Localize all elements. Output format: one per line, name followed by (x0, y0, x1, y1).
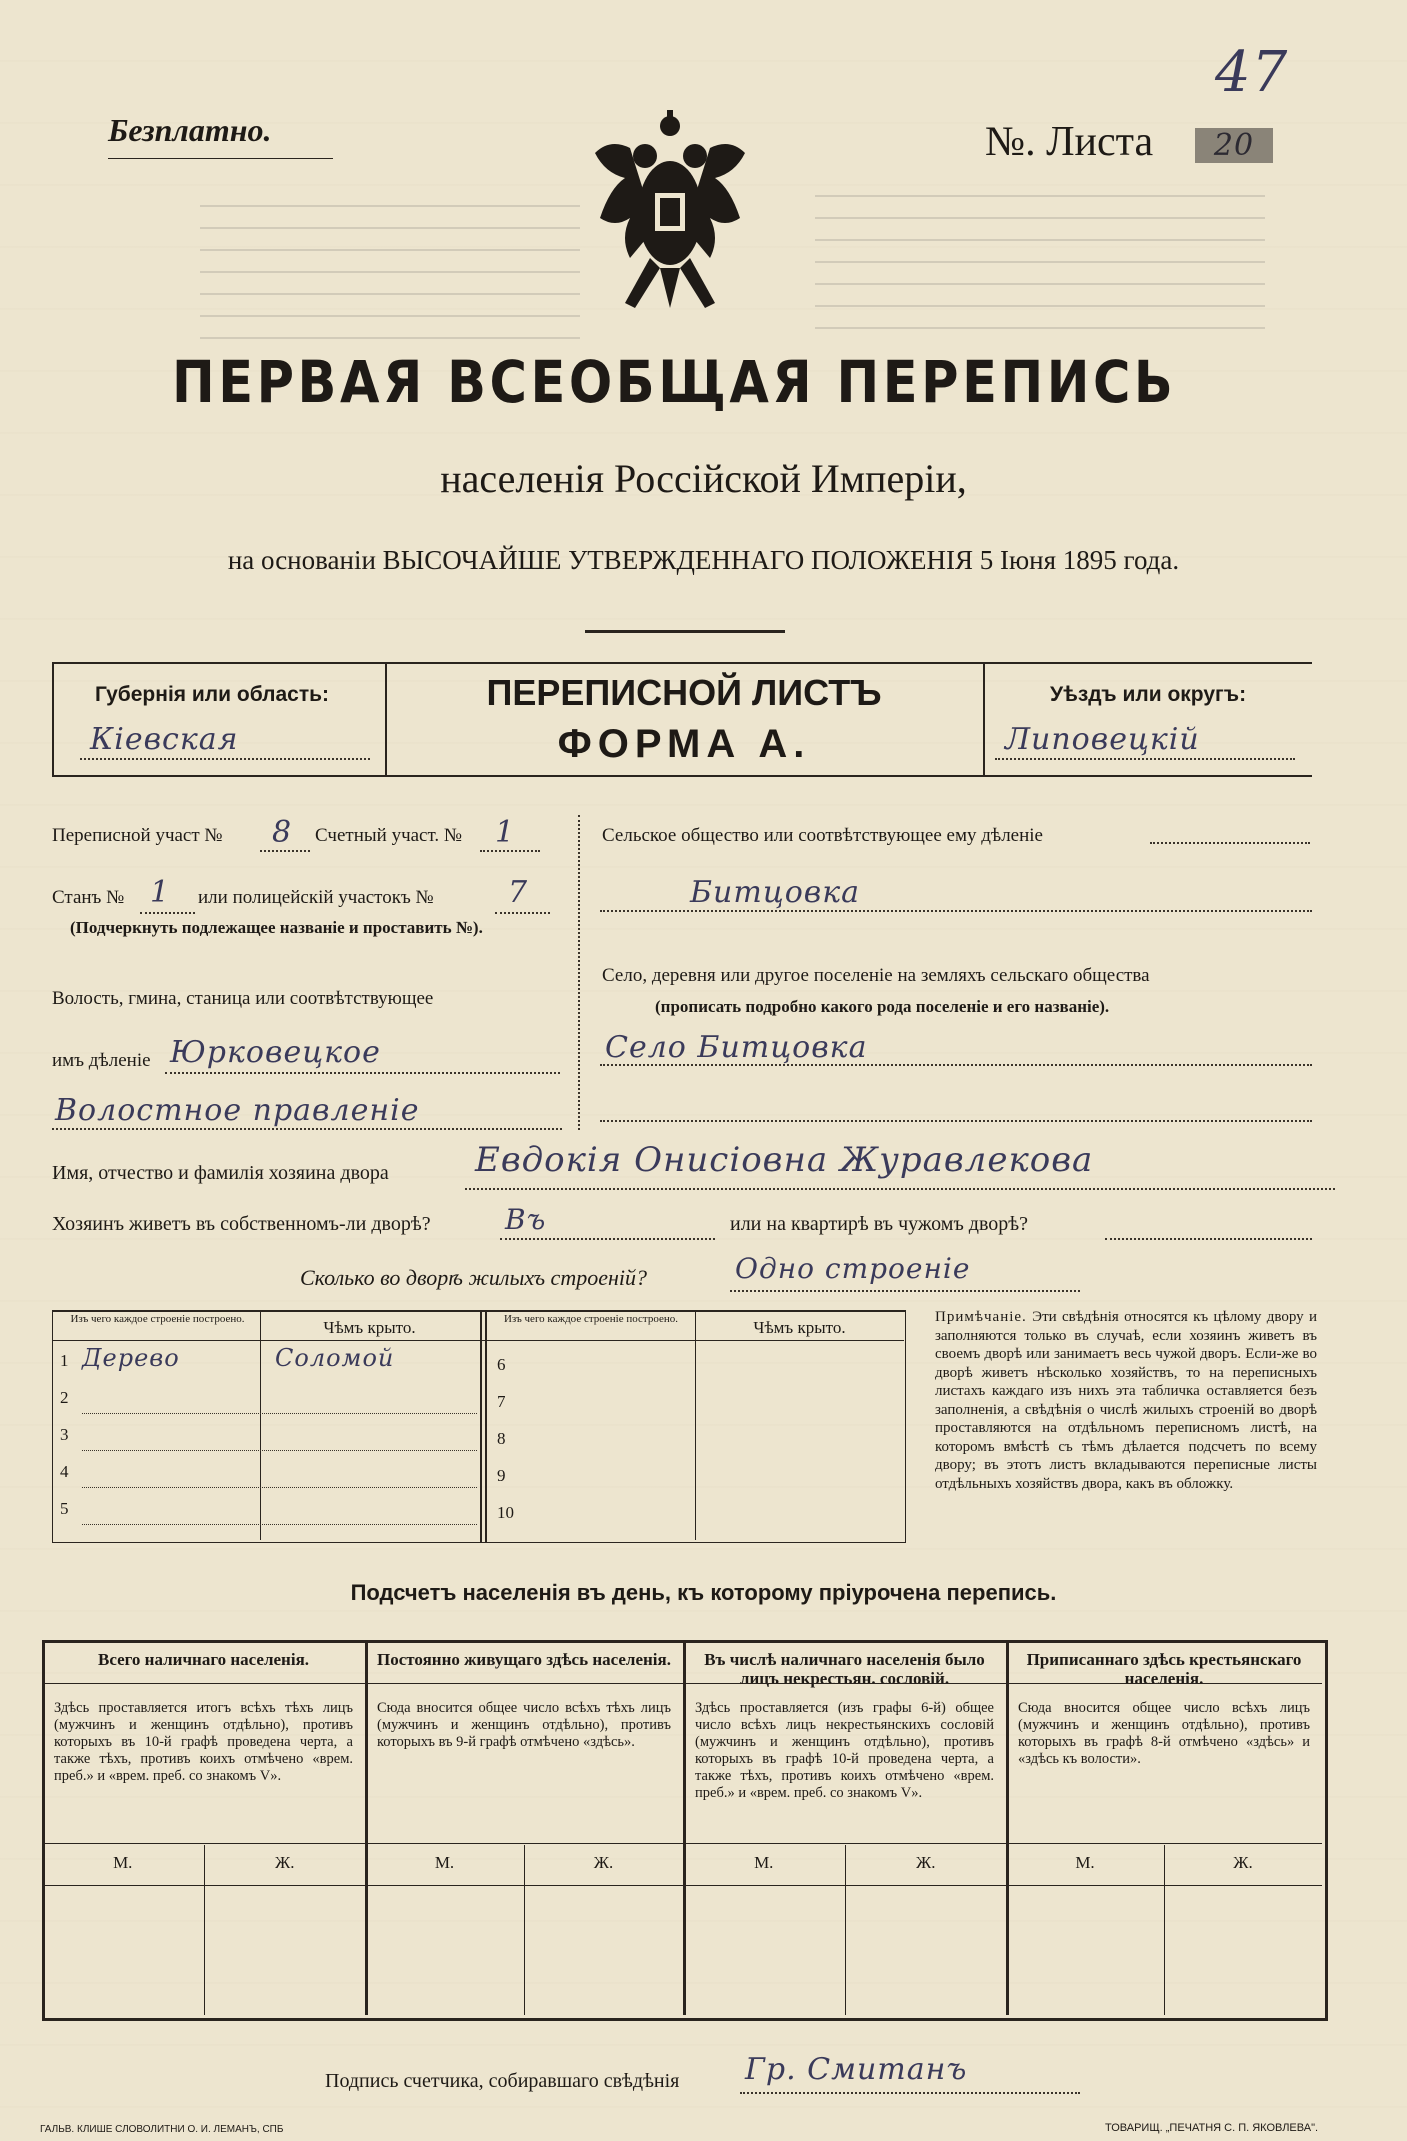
count-column-description: Здѣсь проставляется (изъ графы 6-й) общее число всѣхъ лицъ некрестьянскихъ сословій (мужчинъ и женщинъ отдѣльно), противъ которыхъ въ графѣ 10-й проведена черта, а также тѣхъ, противъ коихъ отмѣчено «врем. преб.» и «врем. преб. со знакомъ V». (695, 1700, 994, 1801)
form-header-top (52, 662, 1312, 664)
count-subheader-line (42, 1885, 1322, 1886)
buildings-col-divider-right (695, 1310, 696, 1540)
count-column-description: Здѣсь проставляется итогъ всѣхъ тѣхъ лицъ (мужчинъ и женщинъ отдѣльно), противъ которыхъ въ 10-й графѣ проведена черта, а также тѣхъ, противъ коихъ отмѣчено «врем. преб.» и «врем. преб. со знакомъ V». (54, 1700, 353, 1784)
signature-value: Гр. Смитанъ (745, 2052, 968, 2087)
underline-note: (Подчеркнуть подлежащее названіе и проставить №). (70, 918, 483, 937)
count-column-description: Сюда вносится общее число всѣхъ лицъ (мужчинъ и женщинъ отдѣльно), противъ которыхъ въ графѣ 8-й отмѣчено «здѣсь» и «здѣсь къ волости». (1018, 1700, 1310, 1767)
count-area-label: Счетный участ. № (315, 825, 462, 846)
fields-divider (578, 815, 580, 1130)
count-header-line (42, 1843, 1322, 1844)
police-label: или полицейскій участокъ № (198, 887, 434, 908)
roof-header-left: Чѣмъ крыто. (323, 1318, 416, 1337)
own-yard-value: Въ (505, 1203, 547, 1236)
own-yard-line (500, 1238, 715, 1240)
volost-label-2: имъ дѣленіе (52, 1050, 151, 1071)
owner-name-label: Имя, отчество и фамилія хозяина двора (52, 1162, 389, 1184)
buildings-note (935, 1308, 1317, 1493)
village-note: (прописать подробно какого рода поселеніе и его названіе). (655, 997, 1110, 1016)
form-header-bottom (52, 775, 1312, 777)
buildings-label: Сколько во дворѣ жилыхъ строеній? (300, 1265, 647, 1290)
page-number: 47 (1215, 40, 1289, 105)
stan-value: 1 (150, 875, 171, 910)
form-header-divider-2 (983, 662, 985, 775)
sheet-number-value: 20 (1195, 128, 1273, 163)
building-row-number: 2 (60, 1388, 69, 1407)
village-value: Село Битцовка (605, 1030, 868, 1065)
society-line-2 (600, 910, 1312, 912)
main-title: ПЕРВАЯ ВСЕОБЩАЯ ПЕРЕПИСЬ (172, 348, 1177, 416)
count-column-title: Въ числѣ наличнаго населенія было лицъ некрестьян. сословій. (704, 1650, 985, 1688)
building-roof: Соломой (275, 1344, 395, 1372)
stan-line (140, 912, 195, 914)
building-row-number: 3 (60, 1425, 69, 1444)
roof-header-right: Чѣмъ крыто. (753, 1318, 846, 1337)
volost-value-2: Волостное правленіе (55, 1093, 420, 1128)
district-line (995, 758, 1295, 760)
free-underline (108, 158, 333, 159)
building-row-number: 1 (60, 1351, 69, 1370)
building-row-number: 10 (497, 1503, 514, 1522)
volost-value-1: Юрковецкое (170, 1035, 381, 1070)
rented-label: или на квартирѣ въ чужомъ дворѣ? (730, 1213, 1029, 1235)
building-row-line (82, 1413, 477, 1414)
police-line (495, 912, 550, 914)
material-header-left: Изъ чего каждое строеніе построено. (70, 1313, 245, 1325)
count-heading: Подсчетъ населенія въ день, къ которому пріурочена перепись. (350, 1580, 1057, 1605)
village-line-1 (600, 1064, 1312, 1066)
owner-name-line (465, 1188, 1335, 1190)
signature-label: Подпись счетчика, собиравшаго свѣдѣнія (325, 2070, 680, 2092)
stan-label: Станъ № (52, 887, 125, 908)
buildings-table-split-double (485, 1310, 487, 1542)
governorate-label: Губернія или область: (95, 683, 330, 706)
buildings-table (52, 1310, 906, 1543)
building-row-number: 7 (497, 1392, 506, 1411)
footer-right: ТОВАРИЩ. „ПЕЧАТНЯ С. П. ЯКОВЛЕВА". (1105, 2122, 1319, 2134)
form-name: ФОРМА А. (557, 722, 811, 766)
district-label: Уѣздъ или округъ: (1050, 683, 1247, 706)
footer-left: ГАЛЬВ. КЛИШЕ СЛОВОЛИТНИ О. И. ЛЕМАНЪ, СПБ (40, 2124, 284, 2135)
buildings-col-divider-left (260, 1310, 261, 1540)
count-female-header: Ж. (593, 1853, 614, 1872)
free-label: Безплатно. (108, 112, 272, 148)
count-area-value: 1 (495, 815, 516, 850)
rented-line (1105, 1238, 1312, 1240)
buildings-table-split (480, 1310, 482, 1542)
form-header-left (52, 662, 54, 775)
building-row-line (82, 1487, 477, 1488)
count-column-divider (365, 1640, 368, 2015)
society-line-1 (1150, 842, 1310, 844)
material-header-right: Изъ чего каждое строеніе построено. (503, 1313, 679, 1325)
count-column-title: Постоянно живущаго здѣсь населенія. (377, 1650, 671, 1669)
building-row-number: 4 (60, 1462, 69, 1481)
society-value: Битцовка (690, 875, 861, 910)
governorate-value: Кіевская (90, 722, 239, 757)
count-column-title: Всего наличнаго населенія. (97, 1650, 310, 1669)
volost-line-1 (165, 1072, 560, 1074)
sheet-title: ПЕРЕПИСНОЙ ЛИСТЪ (486, 672, 882, 713)
volost-label-1: Волость, гмина, станица или соотвѣтствующее (52, 988, 434, 1009)
subtitle: населенія Россійской Имперіи, (440, 456, 967, 501)
building-row-number: 6 (497, 1355, 506, 1374)
count-column-title: Приписаннаго здѣсь крестьянскаго населенія. (1026, 1650, 1302, 1688)
building-row-number: 5 (60, 1499, 69, 1518)
village-label: Село, деревня или другое поселеніе на земляхъ сельскаго общества (602, 965, 1150, 986)
count-title-line (42, 1683, 1322, 1684)
buildings-line (730, 1290, 1080, 1292)
buildings-value: Одно строеніе (735, 1252, 971, 1285)
society-label: Сельское общество или соотвѣтствующее ему дѣленіе (602, 825, 1043, 846)
count-male-header: М. (113, 1853, 133, 1872)
volost-line-2 (52, 1128, 562, 1130)
sheet-number-label: №. Листа (985, 119, 1154, 165)
double-headed-eagle-emblem (590, 108, 750, 318)
legal-basis: на основаніи ВЫСОЧАЙШЕ УТВЕРЖДЕННАГО ПОЛОЖЕНІЯ 5 Іюня 1895 года. (227, 545, 1180, 575)
building-row-line (82, 1524, 477, 1525)
count-area-line (480, 850, 540, 852)
count-female-header: Ж. (275, 1853, 295, 1872)
buildings-table-header-line (52, 1340, 904, 1341)
count-column-divider (1006, 1640, 1009, 2015)
census-area-line (260, 850, 310, 852)
count-female-header: Ж. (916, 1853, 936, 1872)
bleed-through-text (200, 205, 580, 345)
building-row-number: 9 (497, 1466, 506, 1485)
village-line-2 (600, 1120, 1312, 1122)
census-area-label: Переписной участ № (52, 825, 223, 846)
count-column-description: Сюда вносится общее число всѣхъ тѣхъ лицъ (мужчинъ и женщинъ отдѣльно), противъ которыхъ въ 9-й графѣ отмѣчено «здѣсь». (377, 1700, 671, 1750)
building-material: Дерево (82, 1344, 180, 1372)
count-male-header: М. (1075, 1853, 1095, 1872)
signature-line (740, 2092, 1080, 2094)
note-label: Примѣчаніе. (935, 1309, 1027, 1325)
bleed-through-text (815, 195, 1265, 335)
count-male-header: М. (754, 1853, 774, 1872)
ornament-divider (585, 630, 785, 633)
district-value: Липовецкій (1005, 722, 1200, 757)
note-text: Эти свѣдѣнія относятся къ цѣлому двору и заполняются только въ случаѣ, если хозяинъ живетъ въ своемъ дворѣ или занимаетъ весь чужой дворъ. Если-же во дворѣ живетъ нѣсколько хозяйствъ, то на переписныхъ листахъ каждаго изъ нихъ эта табличка оставляется безъ заполненія, а свѣдѣнія о числѣ жилыхъ строеній во дворѣ проставляются на отдѣльномъ переписномъ листѣ, на которомъ вмѣстѣ съ тѣмъ дѣлается подсчетъ по всему двору; въ этотъ листъ вкладываются переписные листы отдѣльныхъ хозяйствъ двора, какъ въ обложку. (935, 1309, 1318, 1492)
count-column-divider (683, 1640, 686, 2015)
governorate-line (80, 758, 370, 760)
own-yard-label: Хозяинъ живетъ въ собственномъ-ли дворѣ? (52, 1213, 431, 1235)
police-value: 7 (508, 875, 529, 910)
owner-name-value: Евдокія Онисіовна Журавлекова (475, 1140, 1094, 1180)
building-row-number: 8 (497, 1429, 506, 1448)
count-male-header: М. (434, 1853, 455, 1872)
census-area-value: 8 (272, 815, 293, 850)
building-row-line (82, 1450, 477, 1451)
count-female-header: Ж. (1233, 1853, 1253, 1872)
